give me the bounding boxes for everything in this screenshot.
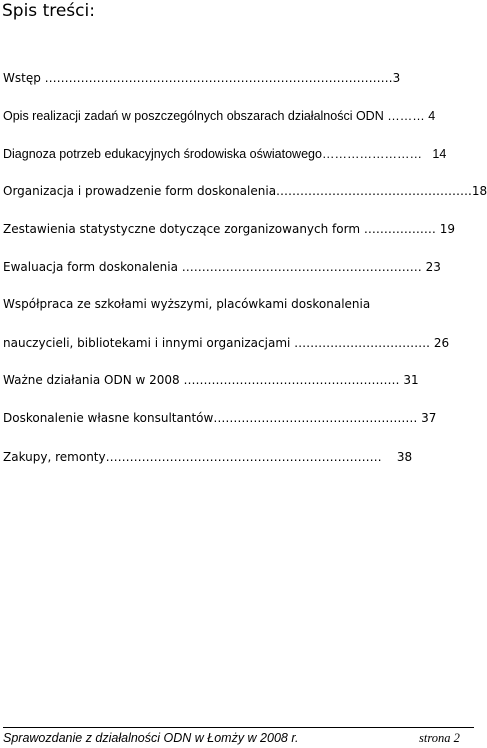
toc-entry-leader: …………………… [321,147,426,161]
toc-entry-title: Diagnoza potrzeb edukacyjnych środowiska oświatowego [3,147,322,161]
toc-entry-leader: …………………………………………………… [177,260,422,274]
toc-entry-wspolpraca-line1[interactable] [3,296,370,312]
toc-entry-title: Zestawienia statystyczne dotyczące zorganizowanych form [3,222,361,236]
toc-entry-ewaluacja[interactable] [3,259,441,275]
toc-entry-zakupy[interactable] [3,449,412,465]
toc-entry-page: 14 [432,147,447,161]
toc-entry-title: Doskonalenie własne konsultantów [3,411,214,425]
toc-entry-page: 3 [392,71,401,85]
toc-entry-leader: ……… [383,109,425,123]
toc-entry-leader: ……………………………. [290,336,430,350]
toc-entry-opis-realizacji[interactable] [3,108,435,124]
toc-entry-title: Zakupy, remonty [3,450,106,464]
toc-entry-leader: ……………………………………………… [179,373,404,387]
toc-entry-doskonalenie-wlasne[interactable] [3,410,436,426]
toc-entry-page: 18 [471,184,487,198]
toc-entry-page: 4 [428,109,436,123]
toc-entry-wspolpraca-line2[interactable] [3,335,449,351]
footer-page-number: strona 2 [419,731,460,745]
toc-entry-leader: …………………………………………… [213,411,422,425]
page-title: Spis treści: [2,1,95,21]
toc-entry-title: nauczycieli, bibliotekami i innymi organizacjami [3,336,291,350]
toc-entry-diagnoza[interactable] [3,146,446,162]
toc-entry-leader: …………………………………………………………… [105,450,386,464]
toc-entry-title: Ewaluacja form doskonalenia [3,260,178,274]
toc-entry-wstep[interactable] [3,70,400,86]
toc-entry-title: Opis realizacji zadań w poszczególnych obszarach działalności ODN [3,109,384,123]
toc-entry-leader: …………………………………………………………………………… [40,71,393,85]
toc-entry-page: 31 [403,373,419,387]
footer-divider [3,727,474,728]
toc-entry-title: Ważne działania ODN w 2008 [3,373,180,387]
toc-entry-title: Organizacja i prowadzenie form doskonalenia [3,184,277,198]
toc-entry-leader: ……………… [360,222,436,236]
toc-entry-page: 38 [396,450,413,464]
toc-entry-title: Współpraca ze szkołami wyższymi, placówkami doskonalenia [3,297,371,311]
toc-entry-leader: …………………………………………. [276,184,472,198]
toc-entry-wazne-dzialania[interactable] [3,372,419,388]
toc-entry-page: 26 [433,336,450,350]
footer-report-title: Sprawozdanie z działalności ODN w Łomży w 2008 r. [3,731,299,745]
toc-entry-organizacja[interactable] [3,183,487,199]
toc-entry-zestawienia[interactable] [3,221,455,237]
toc-entry-page: 37 [421,411,437,425]
toc-entry-page: 23 [425,260,441,274]
toc-entry-title: Wstęp [3,71,41,85]
toc-entry-page: 19 [439,222,455,236]
